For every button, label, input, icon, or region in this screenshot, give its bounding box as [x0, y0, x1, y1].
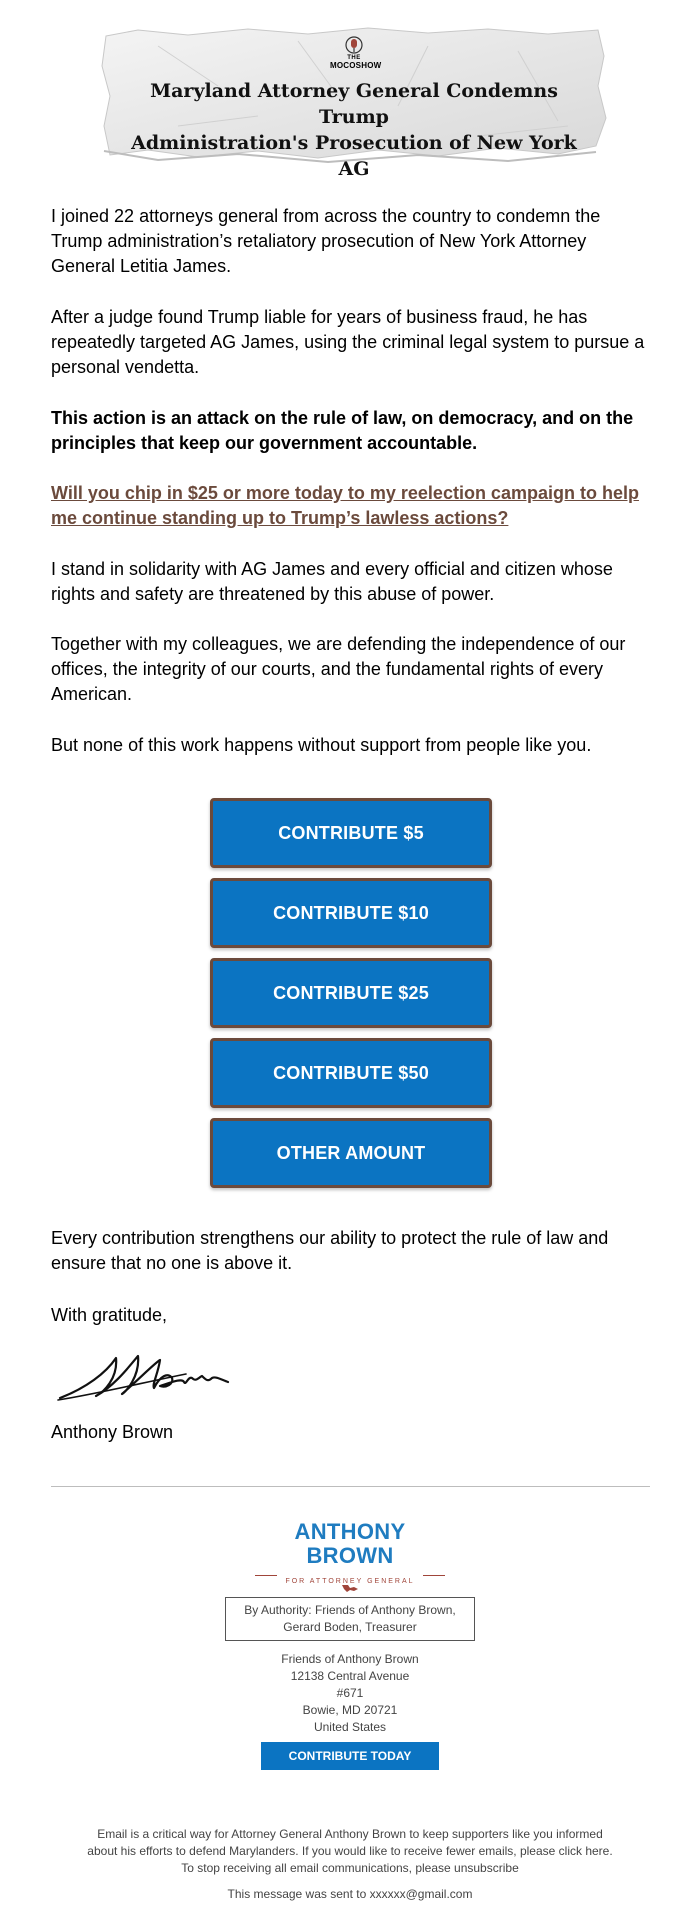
paragraph-8: Every contribution strengthens our ability to protect the rule of law and ensure that no one is above it.: [51, 1228, 609, 1273]
contribute-25-button[interactable]: CONTRIBUTE $25: [210, 958, 492, 1028]
logo-rule-left: [255, 1575, 277, 1576]
address-line: #671: [336, 1686, 364, 1700]
legal-line-3: To stop receiving all email communications, please unsubscribe: [181, 1861, 519, 1875]
unsubscribe-link[interactable]: unsubscribe: [454, 1861, 519, 1875]
address-line: United States: [313, 1720, 387, 1734]
contribute-10-button[interactable]: CONTRIBUTE $10: [210, 878, 492, 948]
divider: [51, 1486, 650, 1487]
page-title: [118, 78, 590, 182]
address-line: Friends of Anthony Brown: [281, 1652, 419, 1666]
authority-line-1: By Authority: Friends of Anthony Brown,: [244, 1603, 456, 1617]
maryland-flag-icon: [342, 1584, 358, 1592]
mailing-address: [200, 1651, 500, 1736]
paragraph-1: I joined 22 attorneys general from across the country to condemn the Trump administration’s retaliatory prosecution of New York Attorney General Letitia James.: [51, 206, 601, 276]
sent-to-notice: This message was sent to xxxxxx@gmail.com: [227, 1887, 473, 1901]
donate-link[interactable]: Will you chip in $25 or more today to my reelection campaign to help me continue standing up to Trump’s lawless actions?: [51, 483, 639, 528]
logo-name: MOCOSHOW: [330, 61, 382, 70]
paragraph-2: After a judge found Trump liable for years of business fraud, he has repeatedly targeted AG James, using the criminal legal system to pursue a personal vendetta.: [51, 307, 645, 377]
paragraph-6: Together with my colleagues, we are defending the independence of our offices, the integrity of our courts, and the fundamental rights of every American.: [51, 634, 626, 704]
logo-the: THE: [347, 55, 361, 61]
closing-text: With gratitude,: [51, 1305, 168, 1325]
legal-line-1: Email is a critical way for Attorney General Anthony Brown to keep supporters like you informed: [97, 1827, 603, 1841]
address-line: Bowie, MD 20721: [302, 1703, 398, 1717]
contribute-50-button[interactable]: CONTRIBUTE $50: [210, 1038, 492, 1108]
campaign-logo[interactable]: [255, 1520, 445, 1592]
campaign-logo-name: ANTHONY BROWN: [294, 1519, 406, 1568]
authority-line-2: Gerard Boden, Treasurer: [283, 1620, 417, 1634]
contribute-5-button[interactable]: CONTRIBUTE $5: [210, 798, 492, 868]
address-line: 12138 Central Avenue: [290, 1669, 410, 1683]
donate-link-paragraph: [51, 481, 651, 531]
microphone-icon: [345, 36, 363, 56]
handwritten-signature: [56, 1348, 236, 1410]
legal-notice: [60, 1826, 640, 1877]
title-line-1: Maryland Attorney General Condemns Trump: [150, 80, 558, 128]
fewer-emails-link[interactable]: please click here: [519, 1844, 610, 1858]
paragraph-3-bold: This action is an attack on the rule of law, on democracy, and on the principles that keep our government accountable.: [51, 408, 634, 453]
paid-for-by-box: [225, 1597, 475, 1641]
legal-line-2: about his efforts to defend Marylanders. If you would like to receive fewer emails, please click here.: [87, 1844, 613, 1858]
mocoshow-logo: [330, 34, 382, 74]
title-line-2: Administration's Prosecution of New York AG: [131, 132, 577, 180]
signer-name: Anthony Brown: [51, 1422, 174, 1442]
contribute-today-button[interactable]: CONTRIBUTE TODAY: [261, 1742, 439, 1770]
campaign-logo-sub: FOR ATTORNEY GENERAL: [285, 1578, 415, 1585]
header-banner: [98, 26, 610, 180]
paragraph-7: But none of this work happens without support from people like you.: [51, 735, 592, 755]
other-amount-button[interactable]: OTHER AMOUNT: [210, 1118, 492, 1188]
contribution-buttons: [210, 798, 492, 1198]
logo-rule-right: [423, 1575, 445, 1576]
paragraph-5: I stand in solidarity with AG James and every official and citizen whose rights and safety are threatened by this abuse of power.: [51, 559, 613, 604]
